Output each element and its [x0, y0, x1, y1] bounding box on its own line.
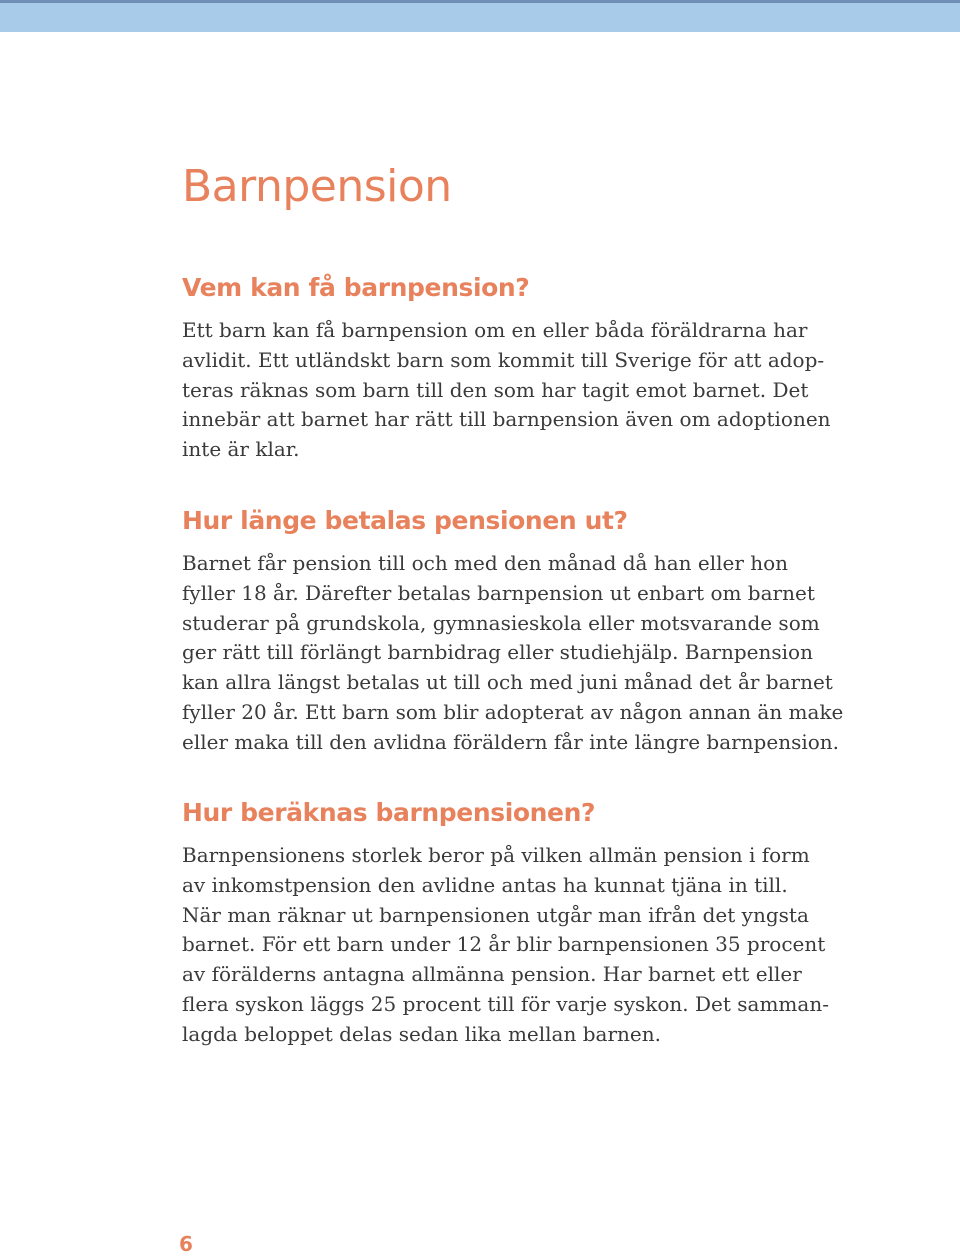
header-band	[0, 0, 960, 32]
text-line: Barnet får pension till och med den månad då han eller hon	[182, 551, 789, 575]
text-line: ger rätt till förlängt barnbidrag eller studiehjälp. Barnpension	[182, 640, 813, 665]
section-body	[182, 316, 831, 465]
section-hur-beraknas	[182, 797, 829, 1050]
text-line: Barnpensionens storlek beror på vilken allmän pension i form	[182, 843, 810, 867]
section-body	[182, 549, 844, 758]
text-line: När man räknar ut barnpensionen utgår man ifrån det yngsta	[182, 902, 809, 927]
text-line: kan allra längst betalas ut till och med juni månad det år barnet	[182, 670, 833, 695]
page-number: 6	[179, 1232, 193, 1256]
text-line: eller maka till den avlidna föräldern får inte längre barnpension.	[182, 729, 840, 754]
text-line: innebär att barnet har rätt till barnpension även om adoptionen	[182, 407, 831, 432]
text-line: avlidit. Ett utländskt barn som kommit till Sverige för att adop-	[182, 347, 825, 372]
text-line: fyller 18 år. Därefter betalas barnpension ut enbart om barnet	[182, 580, 815, 605]
text-line: av förälderns antagna allmänna pension. Har barnet ett eller	[182, 962, 802, 987]
text-line: teras räknas som barn till den som har tagit emot barnet. Det	[182, 377, 809, 402]
section-heading: Hur beräknas barnpensionen?	[182, 798, 596, 827]
text-line: Ett barn kan få barnpension om en eller båda föräldrarna har	[182, 318, 808, 342]
text-line: fyller 20 år. Ett barn som blir adopterat av någon annan än make	[182, 699, 844, 724]
section-heading: Vem kan få barnpension?	[182, 273, 530, 302]
text-line: barnet. För ett barn under 12 år blir barnpensionen 35 procent	[182, 932, 826, 957]
section-heading: Hur länge betalas pensionen ut?	[182, 506, 628, 535]
section-body	[182, 841, 829, 1050]
page-title: Barnpension	[182, 161, 452, 212]
section-hur-lange	[182, 505, 844, 758]
text-line: lagda beloppet delas sedan lika mellan barnen.	[182, 1021, 661, 1046]
text-line: flera syskon läggs 25 procent till för varje syskon. Det samman-	[182, 991, 829, 1016]
section-vem-kan-fa	[182, 272, 831, 465]
text-line: studerar på grundskola, gymnasieskola eller motsvarande som	[182, 610, 820, 635]
text-line: inte är klar.	[182, 437, 300, 462]
text-line: av inkomstpension den avlidne antas ha kunnat tjäna in till.	[182, 872, 788, 897]
